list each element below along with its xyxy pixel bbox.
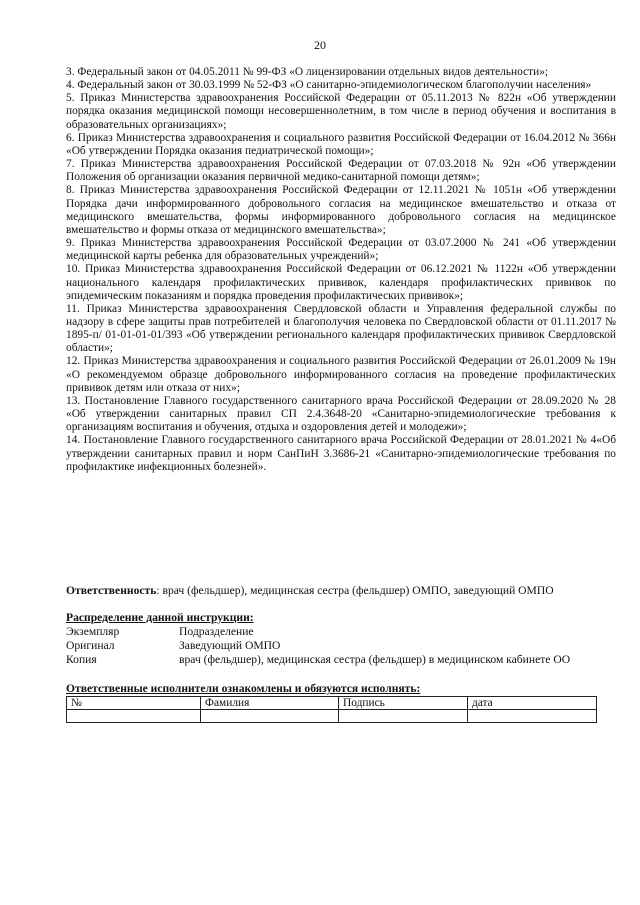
column-header-number: № <box>67 697 201 710</box>
page-number: 20 <box>314 38 326 52</box>
normative-references-list <box>66 66 616 474</box>
distribution-table <box>66 625 616 667</box>
reference-item: 10. Приказ Министерства здравоохранения Российской Федерации от 06.12.2021 № 1122н «Об утверждении национального календаря профилактических прививок, календаря профилактических прививок по эпидемическим показаниям и порядка проведения профилактических прививок»; <box>66 263 616 302</box>
acknowledgement-header-row <box>67 697 597 710</box>
reference-item: 12. Приказ Министерства здравоохранения и социального развития Российской Федерации от 26.01.2009 № 19н «О рекомендуемом образце добровольного информированного согласия на проведение профилактических прививок детям или отказа от них»; <box>66 355 616 394</box>
distribution-value: врач (фельдшер), медицинская сестра (фельдшер) в медицинском кабинете ОО <box>179 653 571 666</box>
reference-item: 5. Приказ Министерства здравоохранения Российской Федерации от 05.11.2013 № 822н «Об утверждении порядка оказания медицинской помощи несовершеннолетним, в том числе в период обучения и воспитания в образовательных организациях»; <box>66 92 616 131</box>
column-header-surname: Фамилия <box>201 697 339 710</box>
reference-item: 7. Приказ Министерства здравоохранения Российской Федерации от 07.03.2018 № 92н «Об утверждении Положения об организации оказания первичной медико-санитарной помощи детям»; <box>66 158 616 184</box>
reference-item: 6. Приказ Министерства здравоохранения и социального развития Российской Федерации от 16.04.2012 № 366н «Об утверждении Порядка оказания педиатрической помощи»; <box>66 131 616 157</box>
reference-item: 13. Постановление Главного государственного санитарного врача Российской Федерации от 28.09.2020 № 28 «Об утверждении санитарных правил СП 2.4.3648-20 «Санитарно-эпидемиологические требования к организациям воспитания и обучения, отдыха и оздоровления детей и молодежи»; <box>66 394 616 434</box>
acknowledgement-empty-row <box>67 710 597 723</box>
distribution-row <box>66 653 616 667</box>
empty-cell[interactable] <box>201 710 339 723</box>
distribution-key: Копия <box>66 653 97 666</box>
distribution-value: Заведующий ОМПО <box>179 639 281 652</box>
empty-cell[interactable] <box>339 710 468 723</box>
responsibility-text: : врач (фельдшер), медицинская сестра (фельдшер) ОМПО, заведующий ОМПО <box>156 584 554 597</box>
reference-item: 8. Приказ Министерства здравоохранения Российской Федерации от 12.11.2021 № 1051н «Об утверждении Порядка дачи информированного добровольного согласия на медицинское вмешательство и отказа от медицинского вмешательства, формы информированного добровольного согласия на медицинское вмешательство и формы отказа от медицинского вмешательства»; <box>66 184 616 236</box>
empty-cell[interactable] <box>67 710 201 723</box>
reference-item: 4. Федеральный закон от 30.03.1999 № 52-ФЗ «О санитарно-эпидемиологическом благополучии населения» <box>66 79 592 92</box>
distribution-row <box>66 639 616 653</box>
column-header-signature: Подпись <box>339 697 468 710</box>
column-header-date: дата <box>468 697 597 710</box>
responsibility-line <box>66 584 616 598</box>
acknowledgement-table <box>66 696 597 723</box>
reference-item: 3. Федеральный закон от 04.05.2011 № 99-ФЗ «О лицензировании отдельных видов деятельности»; <box>66 66 549 78</box>
reference-item: 11. Приказ Министерства здравоохранения Свердловской области и Управления федеральной службы по надзору в сфере защиты прав потребителей и благополучия человека по Свердловской области от 01.11.2017 № 1895-п/ 01-01-01-01/393 «Об утверждении регионального календаря профилактических прививок Свердловской области»; <box>66 302 616 355</box>
distribution-row <box>66 625 616 639</box>
responsibility-label: Ответственность <box>66 584 157 597</box>
distribution-key: Экземпляр <box>66 625 120 638</box>
distribution-key: Оригинал <box>66 639 115 652</box>
reference-item: 9. Приказ Министерства здравоохранения Российской Федерации от 03.07.2000 № 241 «Об утверждении медицинской карты ребенка для образовательных учреждений»; <box>66 237 616 263</box>
distribution-title: Распределение данной инструкции: <box>66 611 254 624</box>
distribution-value: Подразделение <box>179 625 254 638</box>
acknowledgement-title: Ответственные исполнители ознакомлены и обязуются исполнять: <box>66 682 421 695</box>
empty-cell[interactable] <box>468 710 597 723</box>
reference-item: 14. Постановление Главного государственного санитарного врача Российской Федерации от 28.01.2021 № 4«Об утверждении санитарных правил и норм СанПиН 3.3686-21 «Санитарно-эпидемиологические требования по профилактике инфекционных болезней». <box>66 434 616 473</box>
